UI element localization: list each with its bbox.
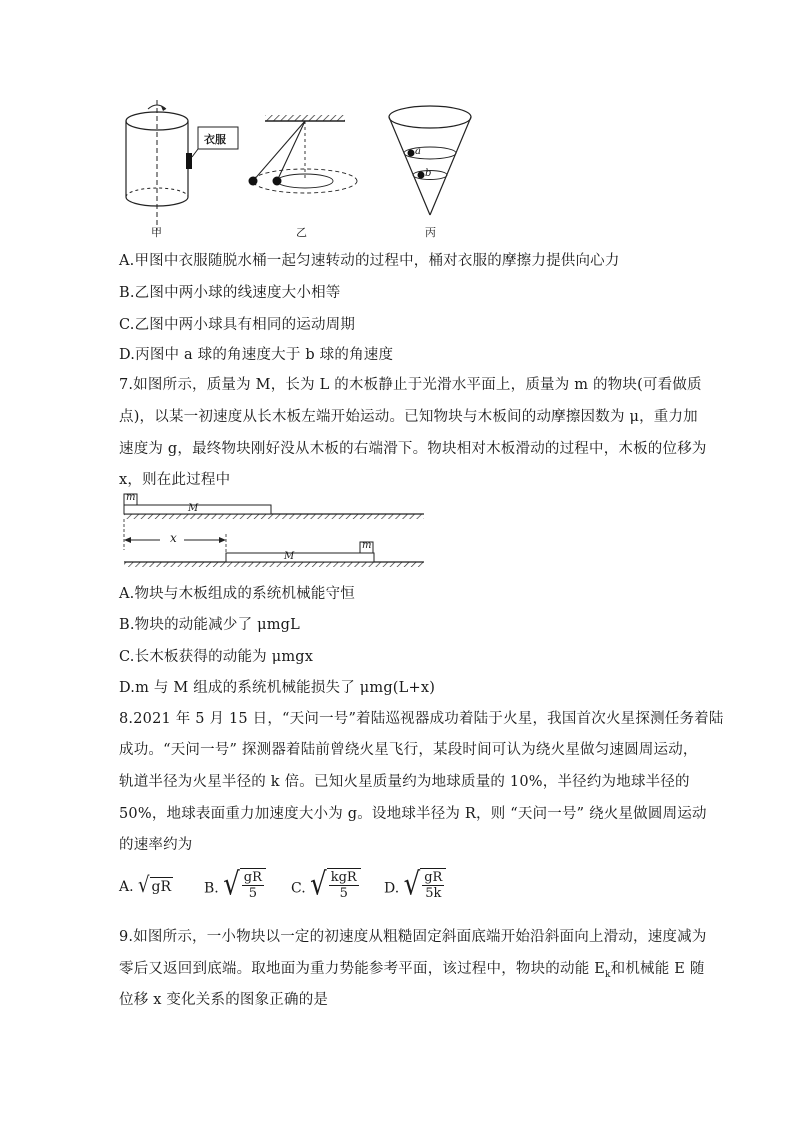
q8-stem-line-1: 8.2021 年 5 月 15 日，“天问一号”着陆巡视器成功着陆于火星，我国首次火星探测任务着陆 xyxy=(119,711,724,727)
q9-stem-line-1: 9.如图所示，一小物块以一定的初速度从粗糙固定斜面底端开始沿斜面向上滑动，速度减为 xyxy=(119,929,707,945)
q9-stem-line-3: 位移 x 变化关系的图象正确的是 xyxy=(119,992,329,1008)
q8-option-c: C. √ $\frac{\text{kgR}}{5}$ xyxy=(291,868,361,901)
q6-option-d: D.丙图中 a 球的角速度大于 b 球的角速度 xyxy=(119,347,394,363)
q8-stem-line-5: 的速率约为 xyxy=(119,837,193,853)
q9-stem-line-2: 零后又返回到底端。取地面为重力势能参考平面，该过程中，物块的动能 $E_k$和机械能 E 随 xyxy=(119,961,705,980)
q8-option-a: A. √ gR xyxy=(119,872,172,898)
q7-board-figure xyxy=(120,490,430,570)
q7-stem-line-1: 7.如图所示，质量为 M，长为 L 的木板静止于光滑水平面上，质量为 m 的物块(可看做质 xyxy=(119,377,702,393)
q7-option-d: D.m 与 M 组成的系统机械能损失了 μmg(L+x) xyxy=(119,680,436,696)
q6-option-a: A.甲图中衣服随脱水桶一起匀速转动的过程中，桶对衣服的摩擦力提供向心力 xyxy=(119,253,620,269)
clothes-label: 衣服 xyxy=(204,133,226,146)
q8-stem-line-2: 成功。“天问一号” 探测器着陆前曾绕火星飞行，某段时间可认为绕火星做匀速圆周运动， xyxy=(119,742,698,758)
q8-option-b: B. √ $\frac{gR}{5}$ xyxy=(204,868,266,901)
q6-option-b: B.乙图中两小球的线速度大小相等 xyxy=(119,285,341,301)
inverted-cone xyxy=(389,106,471,215)
conical-pendulums xyxy=(249,115,358,193)
q6-option-c: C.乙图中两小球具有相同的运动周期 xyxy=(119,317,356,333)
figure-label-yi: 乙 xyxy=(296,226,307,239)
q7-option-c: C.长木板获得的动能为 μmgx xyxy=(119,649,314,665)
clothes-mark xyxy=(186,153,192,169)
figure-label-bing: 丙 xyxy=(425,226,436,239)
q8-stem-line-3: 轨道半径为火星半径的 k 倍。已知火星质量约为地球质量的 10%，半径约为地球半径的 xyxy=(119,774,690,790)
q7-stem-line-2: 点)，以某一初速度从长木板左端开始运动。已知物块与木板间的动摩擦因数为 μ，重力加 xyxy=(119,409,698,425)
q7-option-a: A.物块与木板组成的系统机械能守恒 xyxy=(119,586,355,602)
q7-block-m-top: m xyxy=(126,492,136,503)
figure-label-jia: 甲 xyxy=(151,226,162,239)
ball-b-label: b xyxy=(425,168,432,179)
q7-stem-line-3: 速度为 g，最终物块刚好没从木板的右端滑下。物块相对木板滑动的过程中，木板的位移为 xyxy=(119,441,707,457)
q7-displacement-x: x xyxy=(170,531,177,545)
q7-stem-line-4: x，则在此过程中 xyxy=(119,472,231,488)
q7-block-m-bottom: m xyxy=(362,540,372,551)
q8-stem-line-4: 50%，地球表面重力加速度大小为 g。设地球半径为 R，则 “天问一号” 绕火星做圆周运动 xyxy=(119,806,707,822)
q7-option-b: B.物块的动能减少了 μmgL xyxy=(119,617,300,633)
q8-option-d: D. √ $\frac{gR}{5k}$ xyxy=(384,868,446,901)
spin-dryer-cylinder xyxy=(126,100,238,230)
q7-board-M-bottom: M xyxy=(284,551,295,562)
ball-a-label: a xyxy=(415,146,421,157)
q7-board-M-top: M xyxy=(188,503,199,514)
